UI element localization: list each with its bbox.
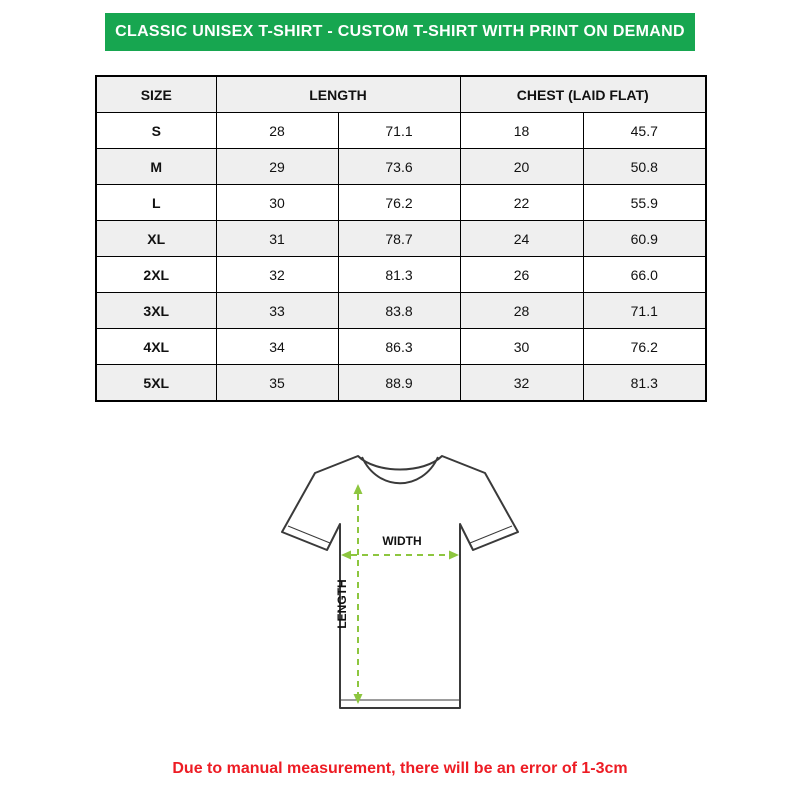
size-cell: L: [96, 185, 216, 221]
length-in-cell: 29: [216, 149, 338, 185]
length-in-cell: 35: [216, 365, 338, 402]
length-cm-cell: 71.1: [338, 113, 460, 149]
chest-in-cell: 32: [460, 365, 583, 402]
table-row: [96, 221, 706, 257]
tshirt-outline: [282, 456, 518, 708]
chest-in-cell: 18: [460, 113, 583, 149]
table-row: [96, 257, 706, 293]
title-banner: [105, 13, 695, 51]
table-row: [96, 113, 706, 149]
size-cell: 5XL: [96, 365, 216, 402]
length-in-cell: 32: [216, 257, 338, 293]
chest-in-cell: 26: [460, 257, 583, 293]
length-in-cell: 31: [216, 221, 338, 257]
chest-cm-cell: 45.7: [583, 113, 706, 149]
chest-in-cell: 24: [460, 221, 583, 257]
chest-cm-cell: 50.8: [583, 149, 706, 185]
chest-cm-cell: 71.1: [583, 293, 706, 329]
length-cm-cell: 81.3: [338, 257, 460, 293]
width-label: WIDTH: [382, 534, 422, 548]
chest-cm-cell: 55.9: [583, 185, 706, 221]
length-cm-cell: 78.7: [338, 221, 460, 257]
table-header-row: [96, 76, 706, 113]
tshirt-diagram: [0, 440, 800, 745]
length-cm-cell: 76.2: [338, 185, 460, 221]
measurement-note: Due to manual measurement, there will be an error of 1-3cm: [172, 760, 628, 777]
size-cell: S: [96, 113, 216, 149]
length-cm-cell: 83.8: [338, 293, 460, 329]
size-cell: M: [96, 149, 216, 185]
size-table: [95, 75, 707, 402]
length-in-cell: 33: [216, 293, 338, 329]
length-cm-cell: 86.3: [338, 329, 460, 365]
chest-cm-cell: 81.3: [583, 365, 706, 402]
size-cell: XL: [96, 221, 216, 257]
table-row: [96, 185, 706, 221]
page-title: CLASSIC UNISEX T-SHIRT - CUSTOM T-SHIRT WITH PRINT ON DEMAND: [115, 23, 685, 40]
table-row: [96, 329, 706, 365]
chest-in-cell: 30: [460, 329, 583, 365]
chest-in-cell: 22: [460, 185, 583, 221]
table-row: [96, 365, 706, 402]
size-cell: 3XL: [96, 293, 216, 329]
tshirt-illustration: [250, 440, 550, 745]
length-in-cell: 30: [216, 185, 338, 221]
col-header-length: LENGTH: [216, 76, 460, 113]
table-row: [96, 293, 706, 329]
length-label: LENGTH: [335, 579, 349, 629]
length-cm-cell: 73.6: [338, 149, 460, 185]
chest-cm-cell: 66.0: [583, 257, 706, 293]
length-cm-cell: 88.9: [338, 365, 460, 402]
col-header-size: SIZE: [96, 76, 216, 113]
table-row: [96, 149, 706, 185]
chest-in-cell: 20: [460, 149, 583, 185]
chest-cm-cell: 60.9: [583, 221, 706, 257]
col-header-chest: CHEST (LAID FLAT): [460, 76, 706, 113]
length-in-cell: 28: [216, 113, 338, 149]
length-in-cell: 34: [216, 329, 338, 365]
size-cell: 4XL: [96, 329, 216, 365]
size-cell: 2XL: [96, 257, 216, 293]
chest-in-cell: 28: [460, 293, 583, 329]
chest-cm-cell: 76.2: [583, 329, 706, 365]
